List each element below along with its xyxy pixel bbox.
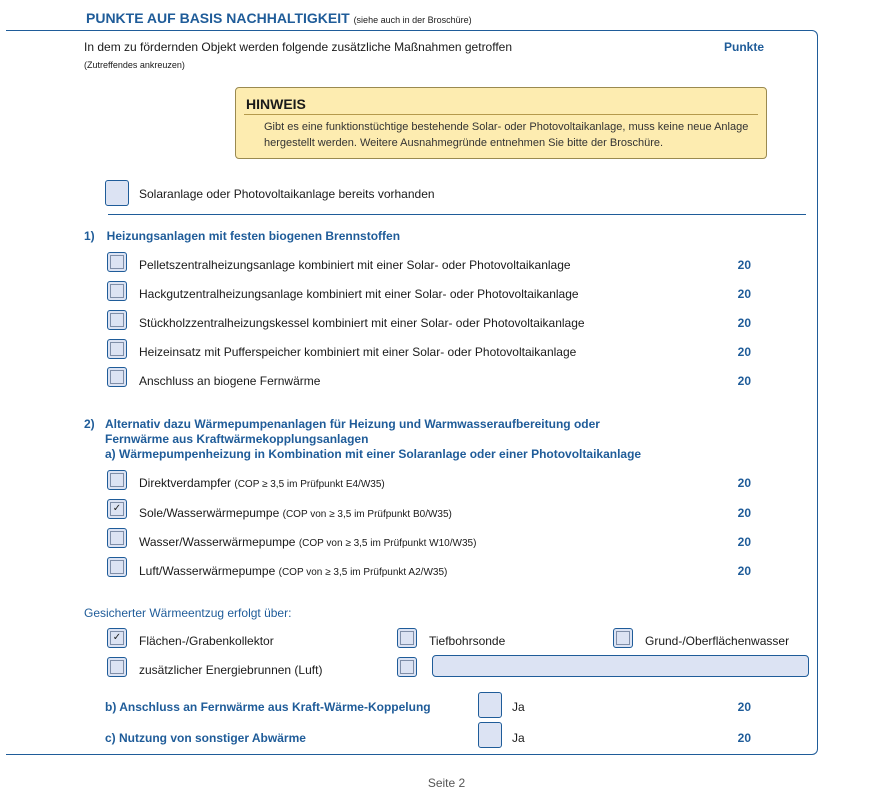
- fernwaerme-label: Anschluss an biogene Fernwärme: [139, 374, 321, 388]
- luft-wasser-label: Luft/Wasserwärmepumpe (COP von ≥ 3,5 im Prüfpunkt A2/W35): [139, 564, 448, 578]
- intro-subtext: (Zutreffendes ankreuzen): [84, 60, 185, 70]
- title-text: PUNKTE AUF BASIS NACHHALTIGKEIT: [86, 10, 350, 26]
- hinweis-box: [235, 87, 767, 159]
- solar-existing-checkbox[interactable]: [105, 180, 129, 206]
- solar-existing-label: Solaranlage oder Photovoltaikanlage bereits vorhanden: [139, 187, 435, 201]
- flaechenkollektor-label: Flächen-/Grabenkollektor: [139, 634, 274, 648]
- hinweis-text: Gibt es eine funktionstüchtige bestehende Solar- oder Photovoltaikanlage, muss keine neue Anlage hergestellt werden. Weitere Ausnahmegründe entnehmen Sie bitte der Broschüre.: [264, 121, 749, 149]
- sole-wasser-label: Sole/Wasserwärmepumpe (COP von ≥ 3,5 im Prüfpunkt B0/W35): [139, 506, 452, 520]
- pellets-checkbox[interactable]: [107, 252, 127, 272]
- direktverdampfer-checkbox[interactable]: [107, 470, 127, 490]
- direktverdampfer-label: Direktverdampfer (COP ≥ 3,5 im Prüfpunkt E4/W35): [139, 476, 385, 490]
- section2a-heading: a) Wärmepumpenheizung in Kombination mit einer Solaranlage oder einer Photovoltaikanlage: [105, 447, 642, 461]
- fernwaerme-points: 20: [737, 374, 751, 388]
- sole-wasser-points: 20: [737, 506, 751, 520]
- heizeinsatz-label: Heizeinsatz mit Pufferspeicher kombiniert mit einer Solar- oder Photovoltaikanlage: [139, 345, 577, 359]
- waermeentzug-heading: Gesicherter Wärmeentzug erfolgt über:: [84, 606, 292, 620]
- title-note: (siehe auch in der Broschüre): [353, 15, 472, 25]
- section1-heading: 1) Heizungsanlagen mit festen biogenen Brennstoffen: [84, 229, 401, 243]
- section2c-option: Ja: [512, 731, 525, 745]
- energiebrunnen-checkbox[interactable]: [107, 657, 127, 677]
- grundwasser-checkbox[interactable]: [613, 628, 633, 648]
- other-source-checkbox[interactable]: [397, 657, 417, 677]
- section2c-checkbox[interactable]: [478, 722, 502, 748]
- page-number: Seite 2: [427, 776, 466, 790]
- hackgut-points: 20: [737, 287, 751, 301]
- wasser-wasser-label: Wasser/Wasserwärmepumpe (COP von ≥ 3,5 im Prüfpunkt W10/W35): [139, 535, 477, 549]
- section2c-points: 20: [737, 731, 751, 745]
- wasser-wasser-points: 20: [737, 535, 751, 549]
- stueckholz-checkbox[interactable]: [107, 310, 127, 330]
- direktverdampfer-points: 20: [737, 476, 751, 490]
- points-column-header: Punkte: [724, 40, 765, 54]
- luft-wasser-checkbox[interactable]: [107, 557, 127, 577]
- tiefbohrsonde-checkbox[interactable]: [397, 628, 417, 648]
- section2-heading-line2: Fernwärme aus Kraftwärmekopplungsanlagen: [105, 432, 369, 446]
- section-divider: [108, 214, 806, 215]
- intro-text: In dem zu fördernden Objekt werden folgende zusätzliche Maßnahmen getroffen: [84, 40, 513, 54]
- grundwasser-label: Grund-/Oberflächenwasser: [645, 634, 790, 648]
- fernwaerme-checkbox[interactable]: [107, 367, 127, 387]
- section2b-points: 20: [737, 700, 751, 714]
- sole-wasser-checkbox[interactable]: ✓: [107, 499, 127, 519]
- energiebrunnen-label: zusätzlicher Energiebrunnen (Luft): [139, 663, 323, 677]
- section2b-option: Ja: [512, 700, 525, 714]
- heizeinsatz-checkbox[interactable]: [107, 339, 127, 359]
- other-source-input[interactable]: [432, 655, 809, 677]
- hackgut-checkbox[interactable]: [107, 281, 127, 301]
- hackgut-label: Hackgutzentralheizungsanlage kombiniert mit einer Solar- oder Photovoltaikanlage: [139, 287, 579, 301]
- stueckholz-points: 20: [737, 316, 751, 330]
- section2-number: 2): [84, 417, 95, 431]
- pellets-label: Pelletszentralheizungsanlage kombiniert mit einer Solar- oder Photovoltaikanlage: [139, 258, 571, 272]
- heizeinsatz-points: 20: [737, 345, 751, 359]
- section2b-checkbox[interactable]: [478, 692, 502, 718]
- tiefbohrsonde-label: Tiefbohrsonde: [429, 634, 506, 648]
- flaechenkollektor-checkbox[interactable]: ✓: [107, 628, 127, 648]
- section2-heading-line1: Alternativ dazu Wärmepumpenanlagen für Heizung und Warmwasseraufbereitung oder: [105, 417, 600, 431]
- pellets-points: 20: [737, 258, 751, 272]
- section2b-label: b) Anschluss an Fernwärme aus Kraft-Wärme-Koppelung: [105, 700, 431, 714]
- luft-wasser-points: 20: [737, 564, 751, 578]
- hinweis-title: HINWEIS: [246, 96, 306, 112]
- section2c-label: c) Nutzung von sonstiger Abwärme: [105, 731, 306, 745]
- page-title: [86, 10, 472, 26]
- hinweis-divider: [244, 114, 758, 115]
- wasser-wasser-checkbox[interactable]: [107, 528, 127, 548]
- stueckholz-label: Stückholzzentralheizungskessel kombiniert mit einer Solar- oder Photovoltaikanlage: [139, 316, 585, 330]
